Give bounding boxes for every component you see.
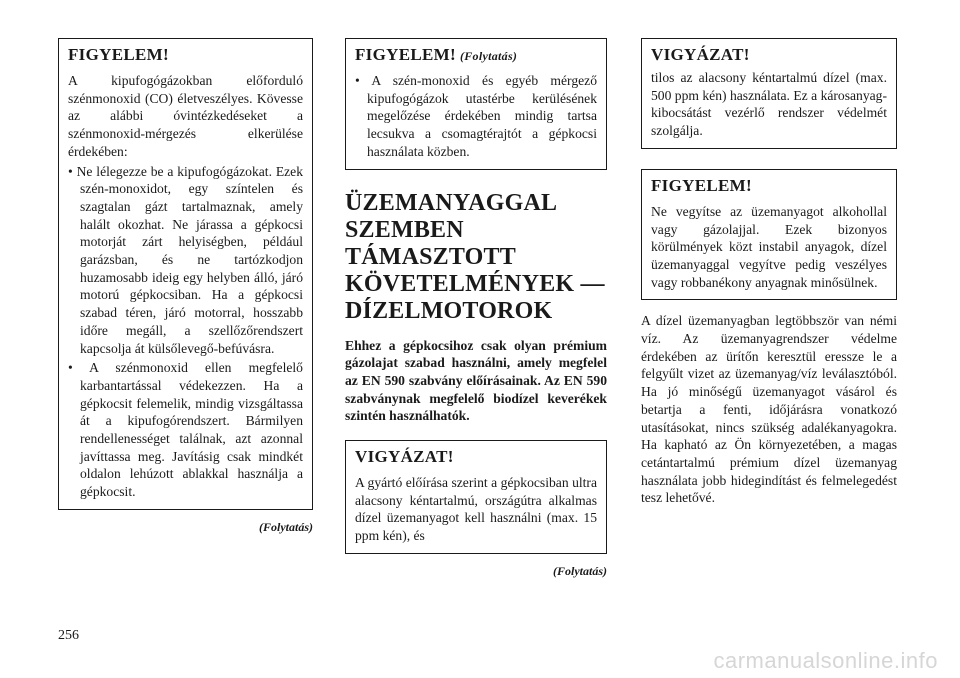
column-left xyxy=(58,38,313,535)
warning-list xyxy=(355,72,597,161)
warning-title-text: FIGYELEM! xyxy=(355,45,456,64)
body-paragraph: A dízel üzemanyagban legtöbbször van némi víz. Az üzemanyagrendszer védelme érdekében az ürítőn keresztül eressze le a felgyűlt vizet az üzemanyag/víz leválasztóból. Ha jó minőségű üzemanyagot vásárol és betartja a fenti, időjárásra vonatkozó utasításokat, nincs szükség adalékanyagokra. Ha kapható az Ön környezetében, a magas cetántartalmú prémium dízel üzemanyag használata jobb hidegindítást és felmelegedést tesz lehetővé. xyxy=(641,313,897,506)
continued-label: (Folytatás) xyxy=(259,519,313,534)
column-right xyxy=(641,38,897,507)
warning-bullet: • A szénmonoxid ellen megfelelő karbantartással védekezzen. Ha a gépkocsit felemelik, mindig vizsgáltassa át a kipufogórendszert. Bármilyen rendellenességet találnak, azt azonnal javíttassa meg. Javításig csak mindkét oldalon lehúzott ablakkal használja a gépkocsit. xyxy=(68,359,303,501)
column-middle xyxy=(345,38,607,579)
intro-paragraph: Ehhez a gépkocsihoz csak olyan prémium gázolajat szabad használni, amely megfelel az EN 590 szabvány előírásainak. Az EN 590 szabványnak megfelelő biodízel keverékek szintén használhatók. xyxy=(345,337,607,424)
warning-box-co xyxy=(58,38,313,510)
warning-title xyxy=(355,45,597,65)
page-number: 256 xyxy=(58,628,79,643)
caution-text: tilos az alacsony kéntartalmú dízel (max. 500 ppm kén) használata. Ez a károsanyag-kibocsátást vezérlő rendszer védelmét szolgálja. xyxy=(651,70,887,139)
warning-title: FIGYELEM! xyxy=(651,175,752,195)
caution-box xyxy=(345,440,607,554)
caution-text: A gyártó előírása szerint a gépkocsiban ultra alacsony kéntartalmú, országútra alkalmas dízel üzemanyagot kell használni (max. 15 ppm kén), és xyxy=(355,475,597,544)
watermark: carmanualsonline.info xyxy=(713,648,938,673)
continued-label: (Folytatás) xyxy=(553,563,607,578)
warning-list xyxy=(68,163,303,501)
warning-text: Ne vegyítse az üzemanyagot alkohollal vagy gázolajjal. Ezek bizonyos körülmények közt instabil anyagok, dízel üzemanyaggal vegyítve pedig veszélyes vagy robbanékony anyagnak minősülnek. xyxy=(651,203,887,290)
warning-box-fuel xyxy=(641,169,897,301)
warning-box-continued xyxy=(345,38,607,170)
caution-title: VIGYÁZAT! xyxy=(355,447,454,467)
warning-title: FIGYELEM! xyxy=(68,45,169,64)
caution-box-continued xyxy=(641,38,897,149)
warning-continued-label: (Folytatás) xyxy=(459,49,518,63)
caution-title: VIGYÁZAT! xyxy=(651,45,750,64)
section-heading: ÜZEMANYAGGAL SZEMBEN TÁMASZTOTT KÖVETELMÉNYEK — DÍZELMOTOROK xyxy=(345,189,605,324)
warning-intro: A kipufogógázokban előforduló szénmonoxid (CO) életveszélyes. Kövesse az alábbi óvintézkedéseket a szénmonoxid-mérgezés elkerülése érdekében: xyxy=(68,73,303,159)
warning-bullet: • A szén-monoxid és egyéb mérgező kipufogógázok utastérbe kerülésének megelőzése érdekében mindig tartsa lecsukva a csomagtérajtót a gépkocsi használata közben. xyxy=(355,72,597,161)
warning-bullet: • Ne lélegezze be a kipufogógázokat. Ezek szén-monoxidot, egy színtelen és szagtalan gázt tartalmaznak, amely halált okozhat. Ne járassa a gépkocsi motorját zárt helyiségben, például garázsban, és ne tartózkodjon huzamosabb ideig egy helyben álló, járó motorú gépkocsiban. Ha a gépkocsi szabad téren, járó motorral, hosszabb időre megáll, a szellőzőrendszert kapcsolja át külsőlevegő-befúvásra. xyxy=(68,163,303,358)
